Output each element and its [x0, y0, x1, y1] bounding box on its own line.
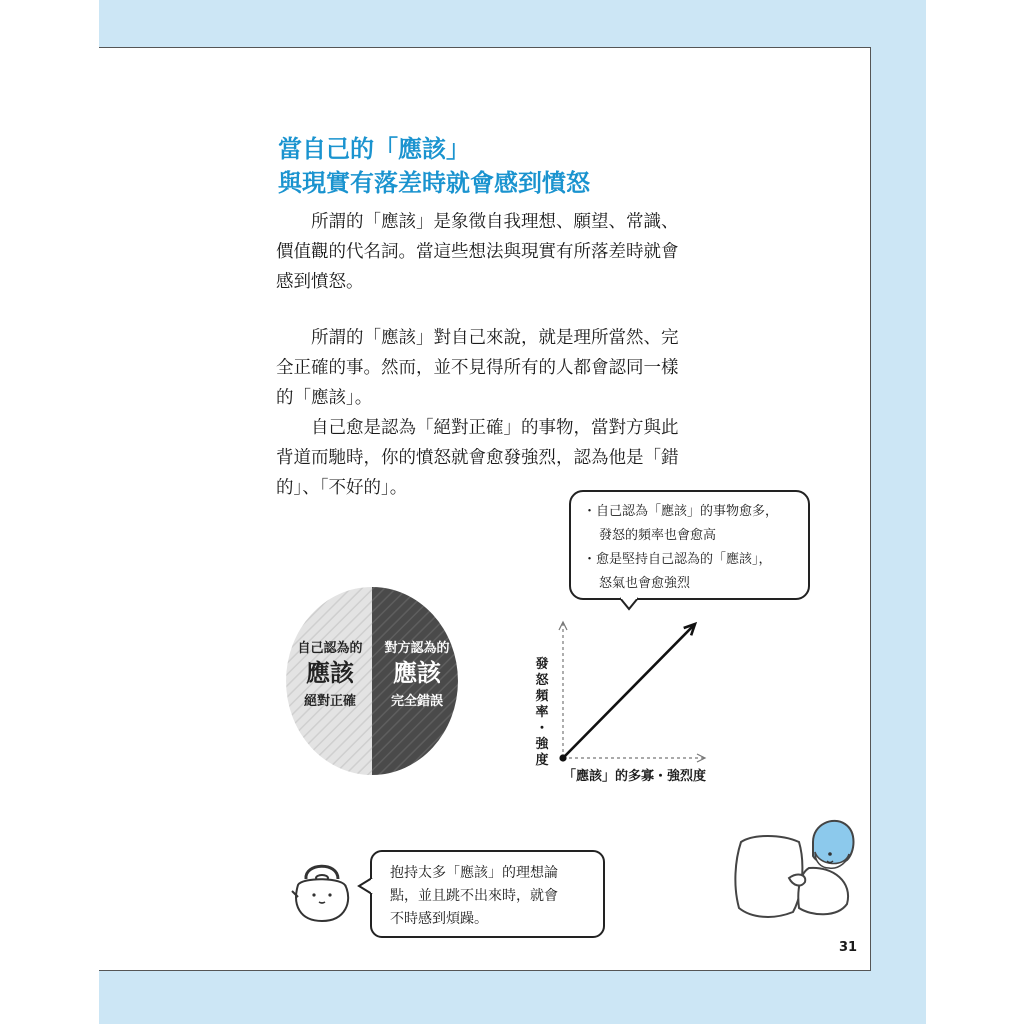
bottom-band — [99, 971, 926, 1024]
chart-layer — [559, 622, 705, 762]
bottom-bubble-tail — [357, 876, 373, 896]
y-axis-label-text — [532, 657, 552, 769]
bottom-speech-bubble — [370, 850, 605, 938]
y-axis-label-char: 頻 — [535, 689, 549, 704]
heading-line-2: 與現實有落差時就會感到憤怒 — [278, 169, 590, 197]
paragraph-1 — [276, 207, 726, 297]
paragraph-line: 背道而馳時，你的憤怒就會愈發強烈，認為他是「錯 — [276, 448, 679, 468]
paragraph-line: 全正確的事。然而，並不見得所有的人都會認同一樣 — [276, 358, 679, 378]
paragraph-line: 的「應該」。 — [276, 388, 373, 408]
paragraph-line: 價值觀的代名詞。當這些想法與現實有所落差時就會 — [276, 242, 679, 262]
paragraph-line: 自己愈是認為「絕對正確」的事物，當對方與此 — [311, 418, 679, 438]
right-rule — [870, 47, 871, 971]
chart-y-label — [532, 657, 552, 769]
kettle-icon — [288, 855, 358, 927]
pie-right-sub: 完全錯誤 — [390, 694, 443, 709]
y-axis-label-char: ・ — [535, 721, 549, 736]
right-band — [871, 0, 926, 1024]
y-axis-label-char: 度 — [535, 753, 549, 768]
page-heading — [278, 132, 590, 200]
origin-point — [559, 754, 566, 761]
bullet-2-line-1: ・愈是堅持自己認為的「應該」， — [583, 552, 772, 567]
pie-right-main: 應該 — [393, 659, 441, 687]
paragraph-line: 感到憤怒。 — [276, 272, 364, 292]
y-axis-label-char: 怒 — [535, 673, 549, 688]
pie-left-main: 應該 — [306, 659, 354, 687]
top-rule — [99, 47, 871, 48]
y-axis-label-char: 發 — [535, 657, 549, 672]
pie-left-sub: 絕對正確 — [303, 694, 356, 709]
chart-speech-bubble — [569, 490, 810, 600]
bottom-bubble-line-1: 抱持太多「應該」的理想論 — [390, 865, 558, 881]
paragraph-line: 所謂的「應該」是象徵自我理想、願望、常識、 — [311, 212, 679, 232]
bottom-bubble-line-3: 不時感到煩躁。 — [390, 911, 488, 927]
trend-line — [563, 624, 695, 758]
paragraph-2 — [276, 323, 726, 413]
paragraph-line: 的」、「不好的」。 — [276, 478, 408, 498]
bullet-1-line-2: 發怒的頻率也會愈高 — [599, 528, 717, 543]
bubble-tail — [618, 597, 642, 611]
y-axis-label-char: 率 — [535, 705, 549, 720]
heading-line-1: 當自己的「應該」 — [278, 135, 470, 163]
y-axis-label-char: 強 — [535, 737, 549, 752]
anger-chart — [548, 612, 718, 772]
page-number: 31 — [839, 940, 858, 955]
chart-x-label: 「應該」的多寡・強烈度 — [563, 769, 707, 784]
pie-left-label — [287, 637, 373, 709]
top-band — [99, 0, 926, 47]
bottom-rule — [99, 970, 871, 971]
character-with-pillow-illustration — [733, 812, 863, 924]
bullet-2-line-2: 怒氣也會愈強烈 — [599, 576, 691, 591]
pie-right-top: 對方認為的 — [384, 641, 450, 656]
paragraph-line: 所謂的「應該」對自己來說，就是理所當然、完 — [311, 328, 679, 348]
bottom-bubble-line-2: 點，並且跳不出來時，就會 — [390, 888, 558, 904]
pie-left-top: 自己認為的 — [297, 641, 363, 656]
pie-right-label — [374, 637, 460, 709]
bullet-1-line-1: ・自己認為「應該」的事物愈多， — [583, 504, 779, 519]
